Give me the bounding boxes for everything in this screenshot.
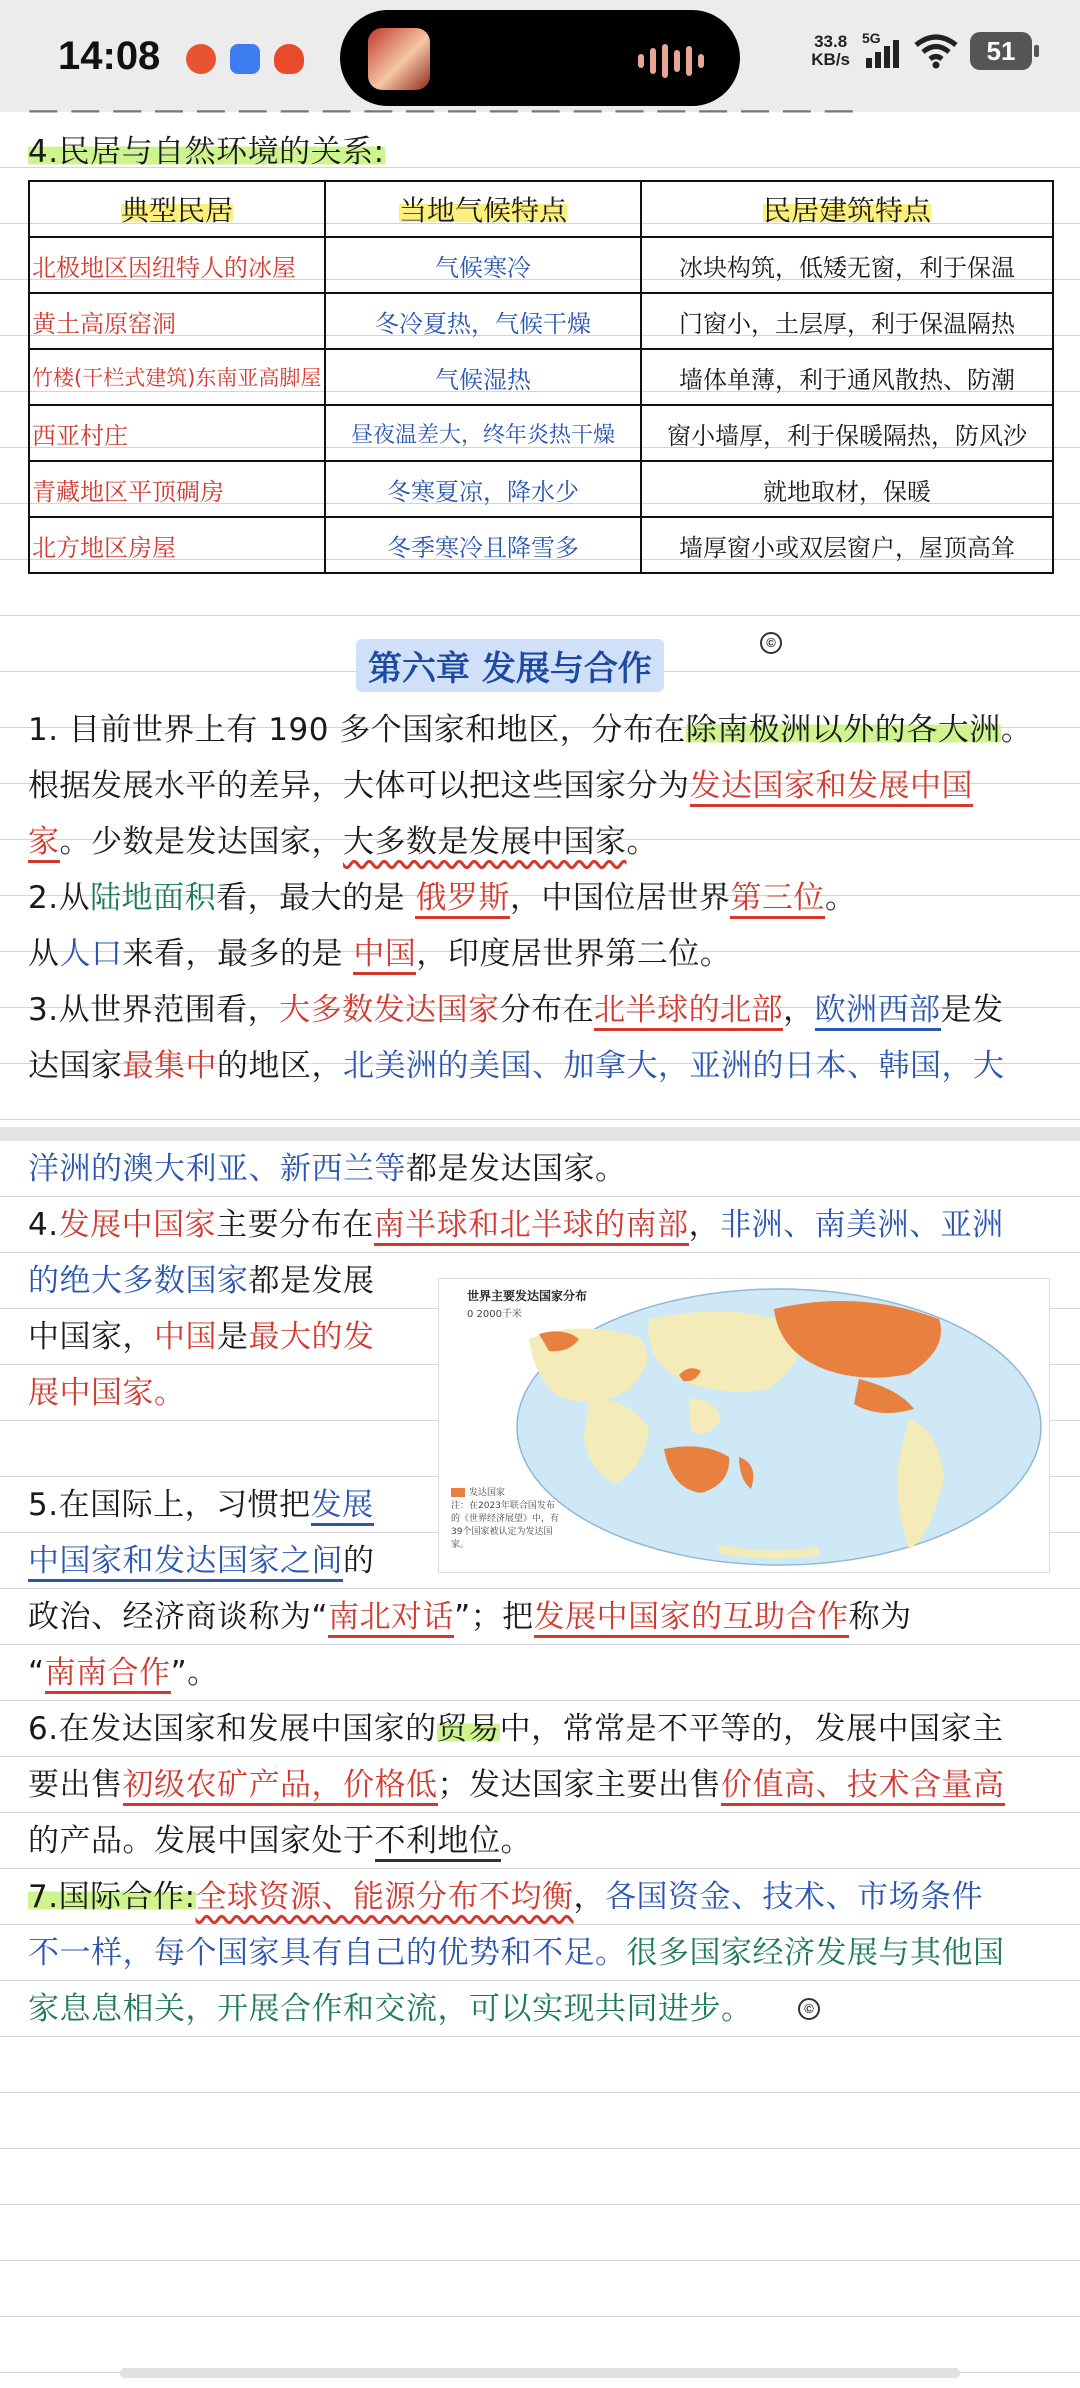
app-notification-icon (274, 44, 304, 74)
paragraph-6-line-1: 6.在发达国家和发展中国家的贸易中，常常是不平等的，发展中国家主 (28, 1711, 1004, 1747)
note-page-2 (0, 1141, 1080, 2388)
table-row (29, 461, 1053, 517)
paragraph-6-line-2: 要出售初级农矿产品，价格低；发达国家主要出售价值高、技术含量高 (28, 1757, 1052, 1813)
page-separator (0, 1127, 1080, 1141)
table-cell: 黄土高原窑洞 (29, 293, 325, 349)
table-cell: 青藏地区平顶碉房 (29, 461, 325, 517)
table-cell: 竹楼(干栏式建筑)东南亚高脚屋 (29, 349, 325, 405)
clock: 14:08 (58, 34, 161, 78)
table-cell: 气候湿热 (325, 349, 641, 405)
chapter-title: 第六章 发展与合作 (356, 639, 664, 692)
table-header-row (29, 181, 1053, 237)
app-notification-icon (186, 44, 216, 74)
table-cell: 冬寒夏凉，降水少 (325, 461, 641, 517)
paragraph-3-line-1: 3.从世界范围看，大多数发达国家分布在北半球的北部，欧洲西部是发 (28, 982, 1052, 1038)
cut-off-line: — — — — — — — — — — — — — — — — — — — — (28, 92, 855, 128)
paragraph-3-line-2: 达国家最集中的地区，北美洲的美国、加拿大，亚洲的日本、韩国，大 (28, 1048, 1005, 1084)
net-speed-value: 33.8 (814, 32, 848, 51)
table-cell: 西亚村庄 (29, 405, 325, 461)
table-cell: 就地取材，保暖 (641, 461, 1053, 517)
paragraph-4-line-2: 的绝大多数国家都是发展 (28, 1263, 375, 1299)
paragraph-1-line-2: 根据发展水平的差异，大体可以把这些国家分为发达国家和发展中国 (28, 758, 1052, 814)
map-scale: 0 2000千米 (467, 1309, 522, 1320)
map-legend (451, 1487, 561, 1552)
map-title: 世界主要发达国家分布 (467, 1289, 588, 1303)
wifi-icon (914, 33, 958, 69)
paragraph-4-line-1: 4.发展中国家主要分布在南半球和北半球的南部，非洲、南美洲、亚洲 (28, 1197, 1052, 1253)
table-cell: 北方地区房屋 (29, 517, 325, 573)
network-speed (811, 33, 850, 69)
paragraph-4-line-4: 展中国家。 (28, 1375, 186, 1411)
net-speed-unit: KB/s (811, 50, 850, 69)
app-notification-icon (230, 44, 260, 74)
table-heading: 4.民居与自然环境的关系: (28, 134, 385, 170)
battery-icon: 51 (970, 32, 1032, 70)
table-cell: 冰块构筑，低矮无窗，利于保温 (641, 237, 1053, 293)
copyright-mark: © (760, 632, 782, 654)
cellular-signal-icon (862, 32, 902, 70)
table-cell: 墙厚窗小或双层窗户，屋顶高耸 (641, 517, 1053, 573)
table-cell: 昼夜温差大，终年炎热干燥 (325, 405, 641, 461)
table-cell: 气候寒冷 (325, 237, 641, 293)
audio-wave-icon (638, 44, 704, 78)
paragraph-7-line-2: 不一样，每个国家具有自己的优势和不足。很多国家经济发展与其他国 (28, 1935, 1005, 1971)
table-cell: 北极地区因纽特人的冰屋 (29, 237, 325, 293)
table-row (29, 517, 1053, 573)
table-cell: 门窗小，土层厚，利于保温隔热 (641, 293, 1053, 349)
table-cell: 墙体单薄，利于通风散热、防潮 (641, 349, 1053, 405)
paragraph-5-line-4: “南南合作”。 (28, 1645, 1052, 1701)
table-cell: 冬季寒冷且降雪多 (325, 517, 641, 573)
scroll-indicator (120, 2368, 960, 2378)
table-row (29, 405, 1053, 461)
paragraph-7-line-1: 7.国际合作:全球资源、能源分布不均衡，各国资金、技术、市场条件 (28, 1879, 984, 1915)
copyright-mark: © (798, 1998, 820, 2020)
developed-countries-map (438, 1278, 1050, 1573)
legend-note: 注：在2023年联合国发布的《世界经济展望》中，有39个国家被认定为发达国家。 (451, 1501, 560, 1550)
paragraph-2-line-2: 从人口来看，最多的是 中国，印度居世界第二位。 (28, 926, 1052, 982)
legend-label: 发达国家 (469, 1488, 506, 1498)
table-header: 当地气候特点 (325, 181, 641, 237)
paragraph-5-line-2: 中国家和发达国家之间的 (28, 1533, 1052, 1589)
paragraph-4-line-3: 中国家，中国是最大的发 (28, 1319, 375, 1355)
note-page-1 (0, 92, 1080, 1127)
table-row (29, 349, 1053, 405)
table-row (29, 293, 1053, 349)
paragraph-3-line-3: 洋洲的澳大利亚、新西兰等都是发达国家。 (28, 1151, 627, 1187)
table-cell: 窗小墙厚，利于保暖隔热，防风沙 (641, 405, 1053, 461)
paragraph-1-line-3: 家。少数是发达国家，大多数是发展中国家。 (28, 814, 1052, 870)
paragraph-2-line-1: 2.从陆地面积看，最大的是 俄罗斯，中国位居世界第三位。 (28, 870, 1052, 926)
media-thumbnail-icon (368, 28, 430, 90)
paragraph-6-line-3: 的产品。发展中国家处于不利地位。 (28, 1813, 1052, 1869)
paragraph-7-line-3: 家息息相关，开展合作和交流，可以实现共同进步。 (28, 1991, 753, 2027)
table-header: 典型民居 (29, 181, 325, 237)
table-header: 民居建筑特点 (641, 181, 1053, 237)
table-cell: 冬冷夏热，气候干燥 (325, 293, 641, 349)
status-indicators (811, 32, 1032, 70)
legend-swatch (451, 1488, 465, 1497)
paragraph-1-line-1: 1. 目前世界上有 190 多个国家和地区，分布在除南极洲以外的各大洲。 (28, 712, 1033, 748)
document-viewer[interactable] (0, 92, 1080, 2388)
paragraph-5-line-3: 政治、经济商谈称为“南北对话”；把发展中国家的互助合作称为 (28, 1589, 1052, 1645)
table-row (29, 237, 1053, 293)
dwelling-climate-table (28, 180, 1054, 574)
paragraph-5-line-1: 5.在国际上，习惯把发展 (28, 1477, 1052, 1533)
network-type: 5G (862, 30, 881, 46)
